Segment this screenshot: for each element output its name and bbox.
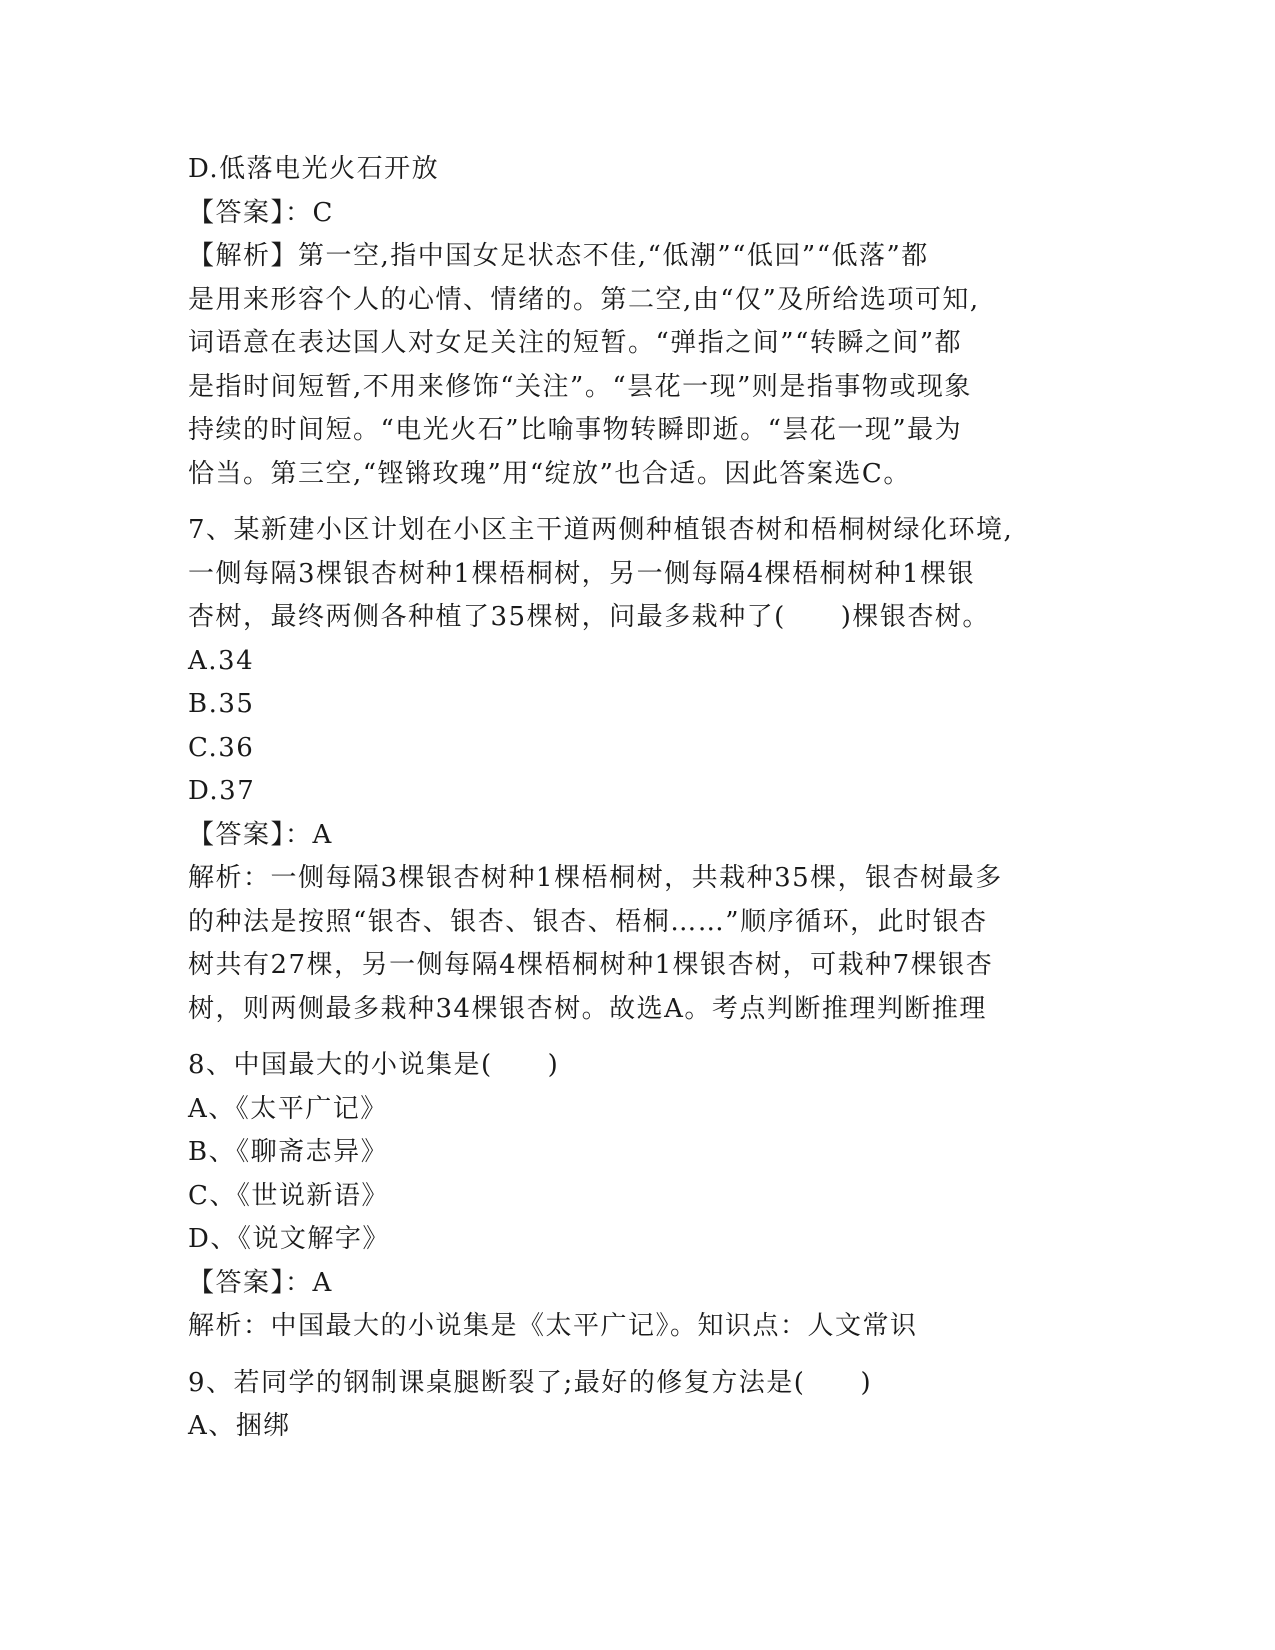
analysis-line: 恰当。第三空,“铿锵玫瑰”用“绽放”也合适。因此答案选C。 <box>188 458 911 489</box>
analysis-line: 持续的时间短。“电光火石”比喻事物转瞬即逝。“昙花一现”最为 <box>188 415 963 445</box>
analysis-line: 【解析】第一空,指中国女足状态不佳,“低潮”“低回”“低落”都 <box>188 241 929 271</box>
option-c: C、《世说新语》 <box>188 1180 389 1211</box>
option-d: D.37 <box>188 776 256 806</box>
stem-line: 一侧每隔3棵银杏树种1棵梧桐树，另一侧每隔4棵梧桐树种1棵银 <box>188 558 976 589</box>
option-a: A、《太平广记》 <box>188 1093 388 1124</box>
analysis-line: 解析：一侧每隔3棵银杏树种1棵梧桐树，共栽种35棵，银杏树最多 <box>188 863 1003 893</box>
analysis: 解析：中国最大的小说集是《太平广记》。知识点：人文常识 <box>188 1311 918 1341</box>
question-stem: 8、中国最大的小说集是( ) <box>188 1050 560 1080</box>
answer: 【答案】：C <box>188 197 334 228</box>
analysis-line: 树，则两侧最多栽种34棵银杏树。故选A。考点判断推理判断推理 <box>188 993 987 1024</box>
document-page <box>188 148 1088 1449</box>
question-6 <box>188 148 1088 496</box>
question-stem: 9、若同学的钢制课桌腿断裂了;最好的修复方法是( ) <box>188 1367 873 1398</box>
question-9 <box>188 1362 1088 1449</box>
option-d: D.低落电光火石开放 <box>188 154 440 184</box>
analysis <box>188 857 1088 1031</box>
option-b: B、《聊斋志异》 <box>188 1137 389 1167</box>
option-a: A.34 <box>188 645 255 676</box>
stem-line: 杏树，最终两侧各种植了35棵树，问最多栽种了( )棵银杏树。 <box>188 602 990 632</box>
option-a: A、捆绑 <box>188 1411 291 1441</box>
analysis <box>188 235 1088 496</box>
analysis-line: 树共有27棵，另一侧每隔4棵梧桐树种1棵银杏树，可栽种7棵银杏 <box>188 950 994 980</box>
analysis-line: 的种法是按照“银杏、银杏、银杏、梧桐……”顺序循环，此时银杏 <box>188 906 988 937</box>
analysis-line: 是用来形容个人的心情、情绪的。第二空,由“仅”及所给选项可知, <box>188 284 980 315</box>
question-stem <box>188 509 1088 640</box>
option-b: B.35 <box>188 689 255 719</box>
answer: 【答案】：A <box>188 819 333 850</box>
answer: 【答案】：A <box>188 1267 333 1298</box>
question-7 <box>188 509 1088 1031</box>
stem-line: 7、某新建小区计划在小区主干道两侧种植银杏树和梧桐树绿化环境, <box>188 515 1014 545</box>
question-8 <box>188 1044 1088 1349</box>
option-d: D、《说文解字》 <box>188 1224 390 1254</box>
option-c: C.36 <box>188 732 255 763</box>
analysis-line: 是指时间短暂,不用来修饰“关注”。“昙花一现”则是指事物或现象 <box>188 371 972 402</box>
analysis-line: 词语意在表达国人对女足关注的短暂。“弹指之间”“转瞬之间”都 <box>188 328 963 358</box>
